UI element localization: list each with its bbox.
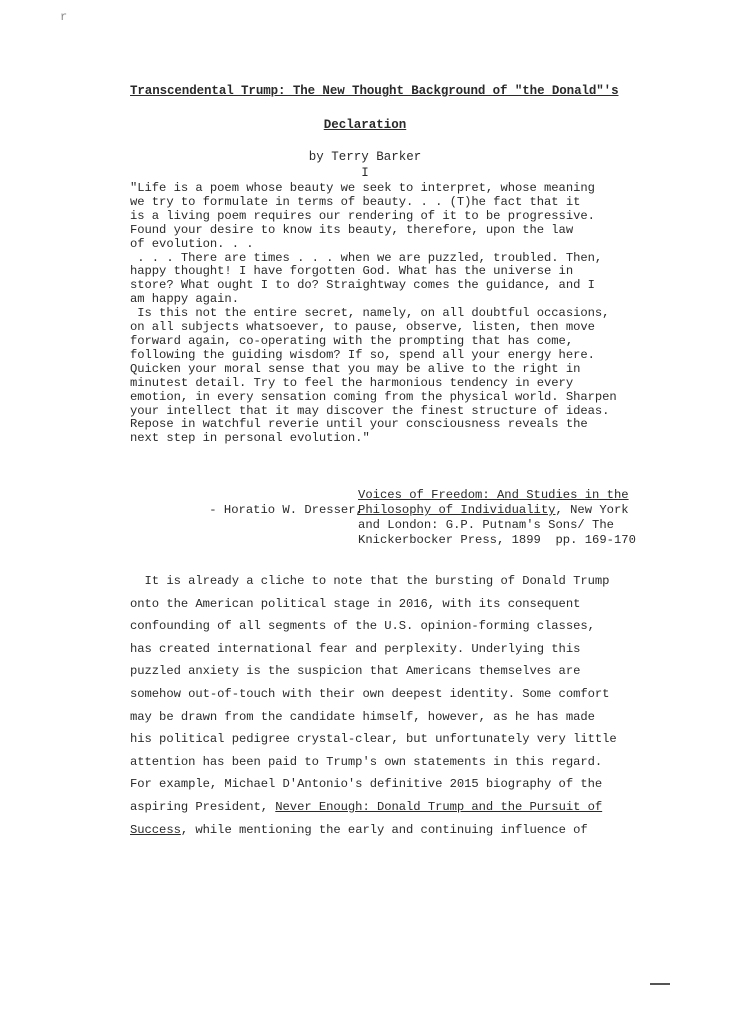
epigraph-line: next step in personal evolution." (130, 431, 370, 446)
epigraph-line: on all subjects whatsoever, to pause, observe, listen, then move (130, 320, 595, 335)
epigraph-line: store? What ought I to do? Straightway comes the guidance, and I (130, 278, 595, 293)
source-publisher: and London: G.P. Putnam's Sons/ The (358, 518, 614, 532)
epigraph-line: of evolution. . . (130, 236, 254, 251)
book-title-2: Success (130, 822, 181, 837)
epigraph-line: is a living poem requires our rendering of it to be progressive. (130, 208, 595, 223)
corner-mark: r (60, 10, 68, 24)
margin-dash (650, 983, 670, 985)
document-title-line-2: Declaration (323, 118, 407, 132)
body-line: may be drawn from the candidate himself, however, as he has made (130, 709, 595, 724)
epigraph-line: Repose in watchful reverie until your consciousness reveals the (130, 417, 588, 432)
document-title: Transcendental Trump: The New Thought Background of "the Donald"'s (130, 84, 619, 98)
source-title-2: Philosophy of Individuality (358, 503, 556, 517)
attribution-source (358, 488, 636, 548)
epigraph-line: "Life is a poem whose beauty we seek to interpret, whose meaning (130, 181, 595, 195)
byline: by Terry Barker (308, 150, 422, 164)
body-paragraph (130, 574, 617, 791)
source-imprint: Knickerbocker Press, 1899 pp. 169-170 (358, 533, 636, 547)
body-line: onto the American political stage in 2016, with its consequent (130, 596, 581, 611)
body-line: confounding of all segments of the U.S. opinion-forming classes, (130, 619, 595, 634)
section-number: I (361, 166, 369, 180)
attribution (180, 488, 636, 548)
source-place: , New York (555, 503, 629, 517)
body-line: has created international fear and perplexity. Underlying this (130, 641, 581, 656)
book-title-1: Never Enough: Donald Trump and the Pursuit of (275, 799, 603, 814)
epigraph-line: Is this not the entire secret, namely, on all doubtful occasions, (137, 306, 610, 321)
body-line-post: , while mentioning the early and continuing influence of (180, 822, 588, 837)
body-line: puzzled anxiety is the suspicion that Americans themselves are (130, 664, 581, 679)
epigraph-line: forward again, co-operating with the prompting that has come, (130, 333, 574, 348)
epigraph-line: following the guiding wisdom? If so, spend all your energy here. (130, 347, 595, 362)
body-line: It is already a cliche to note that the bursting of Donald Trump (144, 574, 610, 588)
epigraph-line: we try to formulate in terms of beauty. . . (T)he fact that it (130, 194, 581, 209)
epigraph-line: Quicken your moral sense that you may be alive to the right in (130, 361, 581, 376)
epigraph-line: am happy again. (130, 292, 239, 307)
body-line: attention has been paid to Trump's own statements in this regard. (130, 754, 603, 769)
body-line-pre: aspiring President, (130, 799, 276, 814)
body-line: his political pedigree crystal-clear, but unfortunately very little (130, 732, 617, 747)
epigraph (130, 182, 700, 446)
source-title-1: Voices of Freedom: And Studies in the (358, 488, 629, 502)
epigraph-line: happy thought! I have forgotten God. What has the universe in (130, 264, 574, 279)
body-text (130, 570, 700, 841)
epigraph-line: . . . There are times . . . when we are puzzled, troubled. Then, (137, 250, 603, 265)
body-line: somehow out-of-touch with their own deepest identity. Some comfort (130, 686, 610, 701)
epigraph-line: Found your desire to know its beauty, therefore, upon the law (130, 222, 574, 237)
epigraph-line: emotion, in every sensation coming from the physical world. Sharpen (130, 389, 617, 404)
epigraph-line: minutest detail. Try to feel the harmonious tendency in every (130, 375, 574, 390)
attribution-author: - Horatio W. Dresser, (209, 503, 363, 517)
epigraph-line: your intellect that it may discover the finest structure of ideas. (130, 403, 610, 418)
body-line: For example, Michael D'Antonio's definitive 2015 biography of the (130, 777, 603, 792)
